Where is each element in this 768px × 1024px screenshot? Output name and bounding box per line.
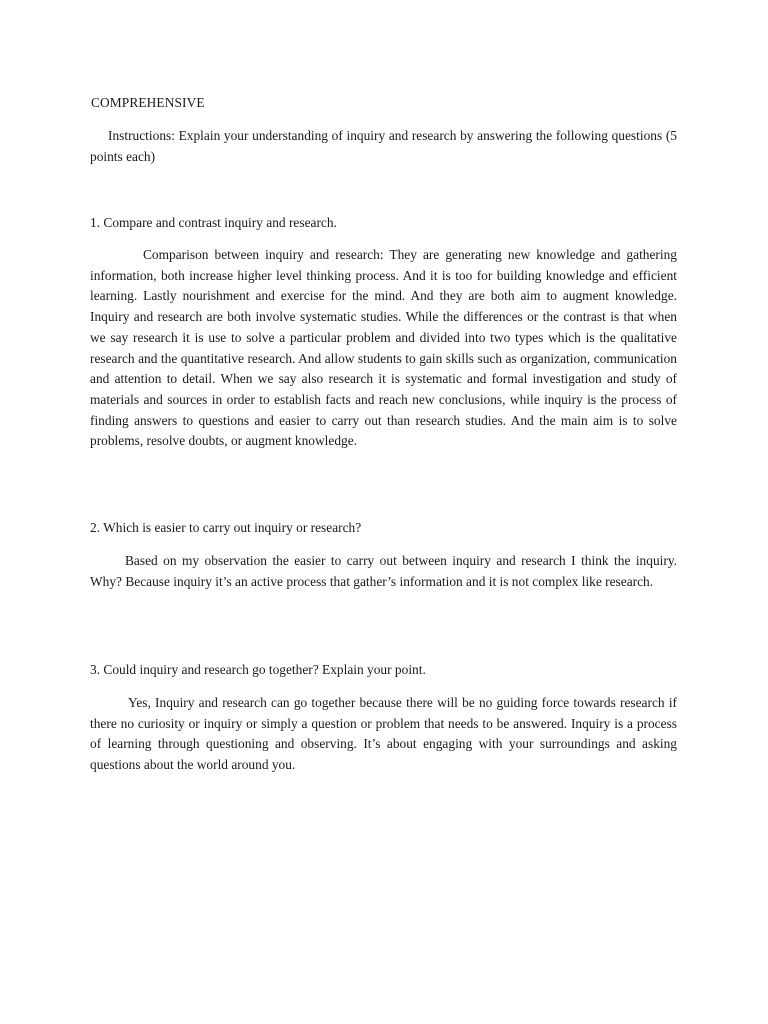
question-2: 2. Which is easier to carry out inquiry or research? xyxy=(90,520,362,535)
question-1: 1. Compare and contrast inquiry and research. xyxy=(90,215,337,230)
answer-2: Based on my observation the easier to carry out between inquiry and research I think the inquiry. Why? Because inquiry it’s an active process that gather’s information and it is not complex like research. xyxy=(90,553,677,589)
instructions-text: Instructions: Explain your understanding of inquiry and research by answering the following questions (5 points each) xyxy=(90,128,677,164)
answer-1: Comparison between inquiry and research: They are generating new knowledge and gathering information, both increase higher level thinking process. And it is too for building knowledge and efficient learning. Lastly nourishment and exercise for the mind. And they are both aim to augment knowledge. Inquiry and research are both involve systematic studies. While the differences or the contrast is that when we say research it is use to solve a particular problem and divided into two types which is the qualitative research and the quantitative research. And allow students to gain skills such as organization, communication and attention to detail. When we say also research it is systematic and formal investigation and study of materials and sources in order to establish facts and reach new conclusions, while inquiry is the process of finding answers to questions and easier to carry out than research studies. And the main aim is to solve problems, resolve doubts, or augment knowledge. xyxy=(90,247,677,449)
document-title: COMPREHENSIVE xyxy=(91,95,205,110)
question-3: 3. Could inquiry and research go together? Explain your point. xyxy=(90,662,426,677)
answer-3: Yes, Inquiry and research can go together because there will be no guiding force towards research if there no curiosity or inquiry or simply a question or problem that needs to be answered. Inquiry is a process of learning through questioning and observing. It’s about engaging with your surroundings and asking questions about the world around you. xyxy=(90,695,677,773)
